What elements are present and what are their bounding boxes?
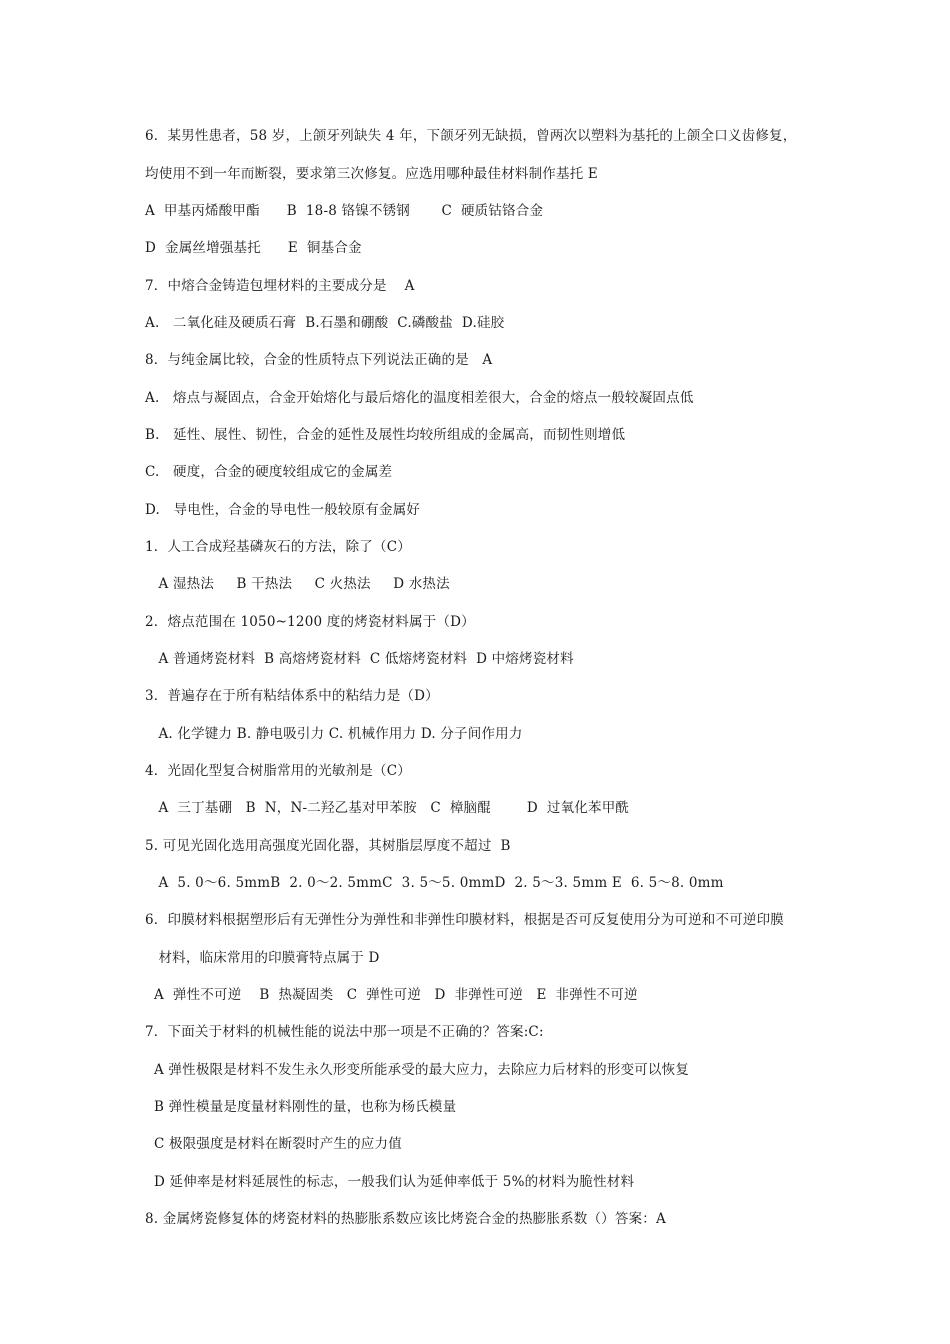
- question-6-stem-line-2: 均使用不到一年而断裂，要求第三次修复。应选用哪种最佳材料制作基托 E: [145, 166, 598, 182]
- question-6-stem-line-1: 6．某男性患者，58 岁，上颌牙列缺失 4 年，下颌牙列无缺损，曾两次以塑料为基托的上颌全口义齿修复，: [145, 128, 797, 144]
- question-3-stem: 3．普遍存在于所有粘结体系中的粘结力是（D）: [145, 688, 439, 704]
- question-5-stem: 5. 可见光固化选用高强度光固化器，其树脂层厚度不超过 B: [145, 838, 511, 854]
- question-6-options-1: A 甲基丙烯酸甲酯 B 18-8 铬镍不锈钢 C 硬质钴铬合金: [145, 203, 544, 219]
- question-8-option-b: B. 延性、展性、韧性，合金的延性及展性均较所组成的金属高，而韧性则增低: [145, 427, 626, 443]
- question-6b-stem-line-1: 6．印膜材料根据塑形后有无弹性分为弹性和非弹性印膜材料，根据是否可反复使用分为可逆和不可逆印膜: [145, 912, 784, 928]
- question-7b-option-d: D 延伸率是材料延展性的标志，一般我们认为延伸率低于 5%的材料为脆性材料: [145, 1174, 635, 1190]
- question-4-options: A 三丁基硼 B N，N-二羟乙基对甲苯胺 C 樟脑醌 D 过氧化苯甲酰: [145, 800, 630, 816]
- question-7-stem: 7．中熔合金铸造包埋材料的主要成分是 A: [145, 278, 415, 294]
- question-4-stem: 4．光固化型复合树脂常用的光敏剂是（C）: [145, 763, 411, 779]
- question-8-option-a: A. 熔点与凝固点，合金开始熔化与最后熔化的温度相差很大，合金的熔点一般较凝固点低: [145, 390, 694, 406]
- question-7b-option-c: C 极限强度是材料在断裂时产生的应力值: [145, 1136, 402, 1152]
- question-2-stem: 2．熔点范围在 1050~1200 度的烤瓷材料属于（D）: [145, 614, 475, 630]
- question-7-options: A. 二氧化硅及硬质石膏 B.石墨和硼酸 C.磷酸盐 D.硅胶: [145, 315, 505, 331]
- question-7b-option-b: B 弹性模量是度量材料刚性的量，也称为杨氏模量: [145, 1099, 457, 1115]
- question-5-options: A 5. 0～6. 5mmB 2. 0～2. 5mmC 3. 5～5. 0mmD 2. 5～3. 5mm E 6. 5～8. 0mm: [145, 875, 724, 891]
- question-2-options: A 普通烤瓷材料 B 高熔烤瓷材料 C 低熔烤瓷材料 D 中熔烤瓷材料: [145, 651, 574, 667]
- question-6b-options: A 弹性不可逆 B 热凝固类 C 弹性可逆 D 非弹性可逆 E 非弹性不可逆: [145, 987, 638, 1003]
- question-8-option-c: C. 硬度，合金的硬度较组成它的金属差: [145, 464, 393, 480]
- question-6b-stem-line-2: 材料，临床常用的印膜膏特点属于 D: [145, 950, 380, 966]
- question-8-option-d: D. 导电性，合金的导电性一般较原有金属好: [145, 502, 421, 518]
- question-1-options: A 湿热法 B 干热法 C 火热法 D 水热法: [145, 576, 450, 592]
- question-7b-stem: 7．下面关于材料的机械性能的说法中那一项是不正确的？答案:C:: [145, 1024, 544, 1040]
- question-1-stem: 1．人工合成羟基磷灰石的方法，除了（C）: [145, 539, 411, 555]
- question-3-options: A. 化学键力 B. 静电吸引力 C. 机械作用力 D. 分子间作用力: [145, 726, 523, 742]
- question-6-options-2: D 金属丝增强基托 E 铜基合金: [145, 240, 362, 256]
- question-8b-stem: 8. 金属烤瓷修复体的烤瓷材料的热膨胀系数应该比烤瓷合金的热膨胀系数（）答案：A: [145, 1211, 666, 1227]
- question-7b-option-a: A 弹性极限是材料不发生永久形变所能承受的最大应力，去除应力后材料的形变可以恢复: [145, 1062, 690, 1078]
- question-8-stem: 8．与纯金属比较，合金的性质特点下列说法正确的是 A: [145, 352, 493, 368]
